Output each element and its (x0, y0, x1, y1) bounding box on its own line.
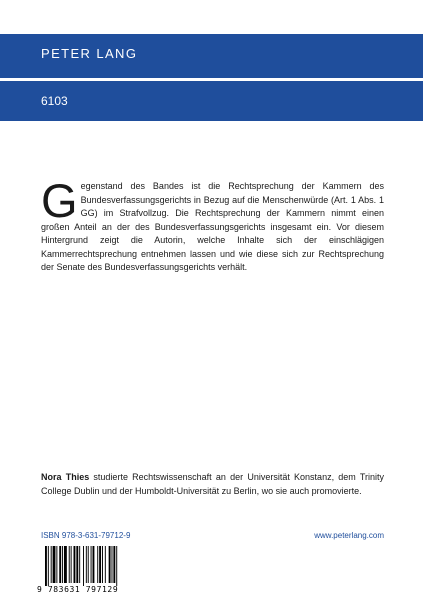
barcode-bar (93, 546, 95, 583)
barcode-bar (76, 546, 78, 583)
barcode-bar (51, 546, 52, 583)
barcode-bar (48, 546, 49, 586)
barcode-bar (45, 546, 47, 586)
author-name: Nora Thies (41, 472, 90, 482)
barcode-bar (71, 546, 72, 583)
barcode-bar (56, 546, 57, 583)
barcode-bar (88, 546, 89, 583)
barcode-bar (79, 546, 80, 583)
barcode-bar (53, 546, 56, 583)
barcode-bar (86, 546, 87, 583)
barcode-bar (113, 546, 115, 583)
author-bio (41, 471, 384, 498)
abstract-body: egenstand des Bandes ist die Rechtsprechung der Kammern des Bundesverfassungsgerichts in Bezug auf die Menschenwürde (Art. 1 Abs. 1 GG) im Strafvollzug. Die Rechtsprechung der Kammern nimmt einen großen Anteil an der des Bundesverfassungsgerichts insgesamt ein. Vor diesem Hintergrund zeigt die Autorin, welche Inhalte sich der einschlägigen Kammerrechtsprechung entnehmen lassen und wie diese sich zur Rechtsprechung der Senate des Bundesverfassungsgerichts verhält. (41, 181, 384, 272)
barcode-bar (105, 546, 106, 583)
barcode-digits: 9 783631 797129 (37, 585, 119, 594)
barcode-bars (37, 544, 144, 586)
barcode-bar (116, 546, 117, 586)
publisher-url[interactable]: www.peterlang.com (314, 531, 384, 540)
barcode-bar (59, 546, 61, 583)
barcode (37, 544, 144, 596)
barcode-bar (62, 546, 63, 583)
publisher-name: PETER LANG (41, 46, 138, 61)
bio-body: studierte Rechtswissenschaft an der Universität Konstanz, dem Trinity College Dublin und der Humboldt-Universität zu Berlin, wo sie auch promovierte. (41, 472, 384, 496)
barcode-bar (99, 546, 101, 583)
publisher-band (0, 34, 423, 78)
barcode-bar (91, 546, 92, 583)
barcode-bar (112, 546, 113, 583)
series-number: 6103 (41, 94, 68, 108)
series-band (0, 81, 423, 121)
isbn: ISBN 978-3-631-79712-9 (41, 531, 131, 540)
abstract-text (41, 174, 384, 275)
barcode-bar (83, 546, 84, 586)
barcode-bar (109, 546, 111, 583)
barcode-bar (102, 546, 103, 583)
barcode-bar (69, 546, 70, 583)
barcode-bar (64, 546, 67, 583)
barcode-bar (74, 546, 76, 583)
barcode-bar (97, 546, 98, 583)
drop-cap: G (41, 174, 78, 227)
